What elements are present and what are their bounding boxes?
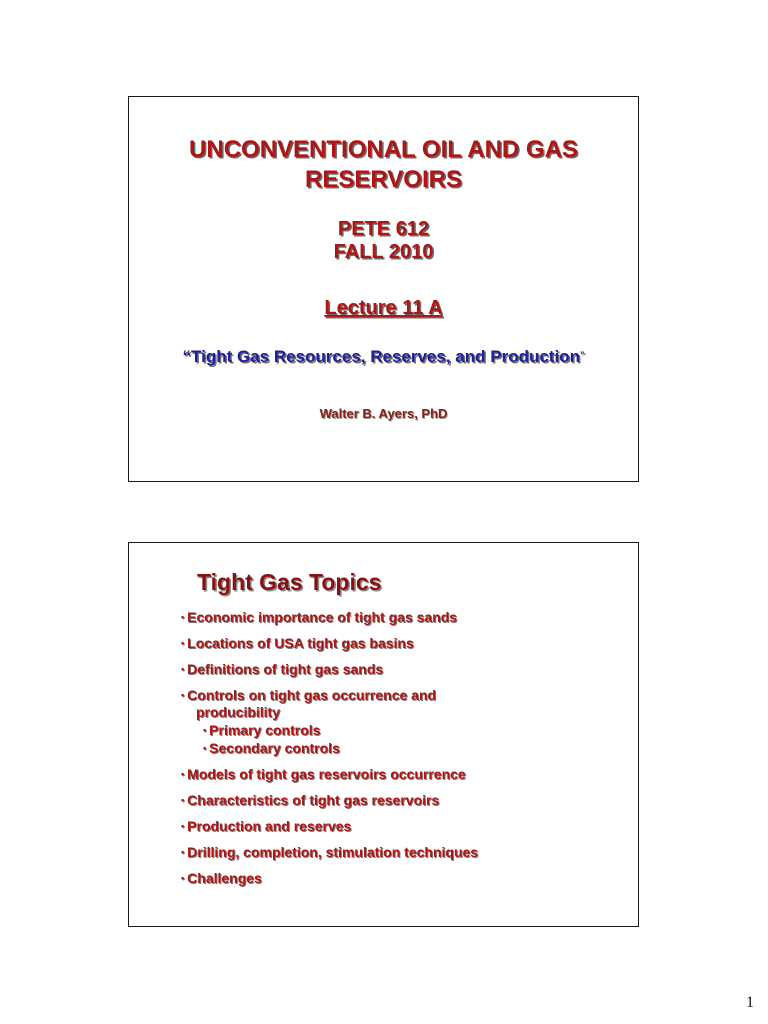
list-item: • Locations of USA tight gas basins <box>181 635 414 651</box>
bullet-icon: • <box>181 873 185 883</box>
list-item: • Models of tight gas reservoirs occurrence <box>181 766 466 782</box>
course-term: FALL 2010 <box>333 241 434 263</box>
bullet-icon: • <box>181 769 185 779</box>
sub-list-item: • Primary controls <box>203 722 321 738</box>
title-line-2: RESERVOIRS <box>305 166 462 193</box>
bullet-icon: • <box>181 847 185 857</box>
subtitle-text: “Tight Gas Resources, Reserves, and Production <box>182 347 580 366</box>
page-number: 1 <box>746 994 754 1011</box>
slide-title <box>129 135 638 195</box>
course-info <box>129 218 638 264</box>
bullet-icon: • <box>181 821 185 831</box>
topics-slide <box>128 542 639 927</box>
bullet-icon: • <box>181 612 185 622</box>
subtitle-end-quote: ” <box>579 350 585 360</box>
bullet-icon: • <box>181 690 185 700</box>
lecture-subtitle <box>129 344 638 368</box>
bullet-icon: • <box>181 795 185 805</box>
author: Walter B. Ayers, PhD <box>319 406 448 421</box>
title-line-1: UNCONVENTIONAL OIL AND GAS <box>189 136 578 163</box>
list-item: • Production and reserves <box>181 818 352 834</box>
bullet-icon: • <box>181 638 185 648</box>
bullet-icon: • <box>181 664 185 674</box>
topics-title: Tight Gas Topics <box>197 569 382 595</box>
sub-list-item: • Secondary controls <box>203 740 340 756</box>
list-item: • Drilling, completion, stimulation techniques <box>181 844 479 860</box>
title-slide <box>128 96 639 482</box>
bullet-icon: • <box>203 743 207 753</box>
list-item: • Characteristics of tight gas reservoirs <box>181 792 440 808</box>
topics-list <box>181 609 621 896</box>
list-item: • Controls on tight gas occurrence and producibility • Primary controls • Secondary controls <box>181 687 621 757</box>
list-item-continuation: producibility <box>196 704 280 720</box>
list-item: • Challenges <box>181 870 262 886</box>
list-item: • Definitions of tight gas sands <box>181 661 384 677</box>
list-item: • Economic importance of tight gas sands <box>181 609 458 625</box>
bullet-icon: • <box>203 725 207 735</box>
lecture-number: Lecture 11 A <box>324 297 443 319</box>
course-code: PETE 612 <box>337 218 430 240</box>
